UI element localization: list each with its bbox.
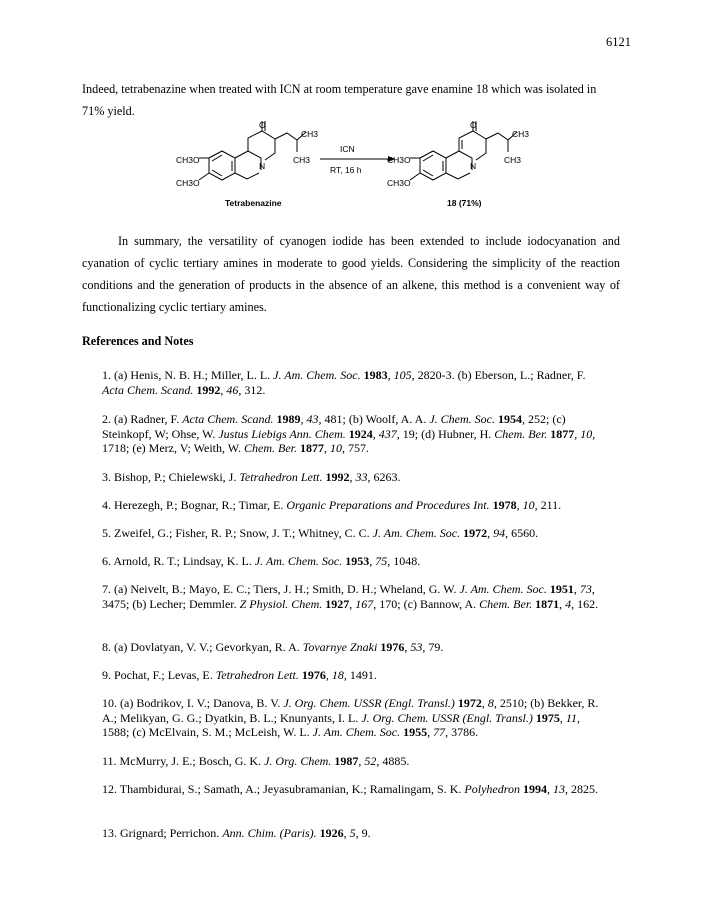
reference-text-part: , [369,554,376,568]
reference-5 [102,526,608,541]
reference-text-part: 2. (a) Radner, F. [102,412,183,426]
methoxy-label-1: CH3O [176,155,200,165]
reference-text-part: , [516,498,523,512]
product-methoxy-label-1: CH3O [387,155,411,165]
reference-text-part: J. Am. Chem. Soc. [372,526,461,540]
reference-text-part: J. Am. Chem. Soc. [254,554,343,568]
reference-text-part: , 757. [342,441,370,455]
reference-text-part: 4 [565,596,572,611]
reference-text-part: 1978 [492,498,517,512]
reference-text-part: 33 [355,470,368,484]
reference-text-part: J. Org. Chem. [264,754,332,768]
reference-text-part: , 162. [571,596,599,611]
reference-text-part: Polyhedron [464,782,520,796]
reference-text-part: 46 [226,382,239,397]
reference-text-part: 1924 [348,426,373,441]
reference-text-part: , 6560. [505,526,539,540]
reference-text-part: J. Chem. Soc. [429,412,495,426]
reference-text-part: , [559,710,566,725]
reference-text-part: , 4885. [376,754,410,768]
reference-text-part: , [404,640,411,654]
conditions-label: RT, 16 h [330,165,362,175]
reference-text-part: , [349,470,356,484]
reference-text-part: , 481; (b) Woolf, A. A. [318,412,430,426]
reference-9 [102,668,608,683]
reference-text-part: 11. McMurry, J. E.; Bosch, G. K. [102,754,265,768]
reference-text-part: 9. Pochat, F.; Levas, E. [102,668,216,682]
reference-text-part: 1951 [549,582,574,596]
reference-text-part: , [427,725,434,739]
reference-text-part: 1877 [550,426,575,441]
page-number: 6121 [606,35,631,49]
reference-text-part: , [559,596,566,611]
reference-text-part: 52 [364,754,377,768]
reference-text-part: J. Am. Chem. Soc. [273,368,361,382]
product-methyl-label-1: CH3 [512,129,530,139]
reference-text-part: , [343,826,350,840]
reference-text-part: , 211. [534,498,562,512]
reference-text-part: , 170; (c) Bannow, A. [373,596,480,611]
reference-text-part: 1989 [276,412,301,426]
reference-text-part: 53 [410,640,423,654]
reference-text-part: , 19; (d) Hubner, H. [396,426,495,441]
reference-text-part: , 6263. [367,470,401,484]
methyl-label-1: CH3 [301,129,319,139]
reference-text-part: Chem. Ber. [244,441,298,455]
product-methoxy-label-2: CH3O [387,178,411,188]
reference-text-part: 437 [378,426,397,441]
reference-text-part: , 1048. [387,554,421,568]
reference-text-part: , 1491. [343,668,377,682]
reference-text-part: , [358,754,365,768]
reference-3 [102,470,608,485]
reference-text-part: 8. (a) Dovlatyan, V. V.; Gevorkyan, R. A. [102,640,303,654]
reference-text-part: 1926 [319,826,344,840]
reference-text-part: , 252; (c) Steinkopf, W; Ohse, W. [102,412,566,441]
reference-text-part: , 2825. [564,782,598,796]
reference-text-part: 8 [487,696,494,710]
reaction-scheme [0,118,701,218]
reference-text-part: J. Am. Chem. Soc. [459,582,547,596]
reference-4 [102,498,608,513]
reference-text-part: 4. Herezegh, P.; Bognar, R.; Timar, E. [102,498,287,512]
product-label: 18 (71%) [447,198,482,208]
reference-text-part: J. Org. Chem. USSR (Engl. Transl.) [283,696,455,710]
reference-text-part: 1992 [325,470,350,484]
reference-text-part: 10 [580,426,593,441]
reference-text-part: 75 [375,554,388,568]
reference-text-part: , [324,441,331,455]
reference-text-part: 1953 [345,554,370,568]
reference-text-part: , 3786. [445,725,479,739]
reference-text-part: Tetrahedron Lett. [215,668,299,682]
reference-text-part: 1992 [196,382,221,397]
reference-text-part: , 2820-3. (b) Eberson, L.; Radner, F. [411,368,586,382]
reference-text-part: 1. (a) Henis, N. B. H.; Miller, L. L. [102,368,274,382]
reference-text-part: Acta Chem. Scand. [182,412,274,426]
reference-text-part: 10 [330,441,343,455]
reference-12 [102,782,608,797]
product-carbonyl-oxygen-label: O [470,120,477,130]
reference-text-part: 43 [306,412,319,426]
product-18-labels [387,120,529,208]
reference-text-part: 1975 [535,710,560,725]
reference-text-part: 73 [579,582,592,596]
nitrogen-label: N [259,161,266,171]
reference-text-part: 77 [433,725,446,739]
reference-text-part: , [349,596,356,611]
reference-text-part: 5. Zweifel, G.; Fisher, R. P.; Snow, J. T.; Whitney, C. C. [102,526,373,540]
product-18-structure [410,121,517,180]
reference-2 [102,412,608,456]
reference-text-part: 1983 [363,368,388,382]
reference-text-part: 1954 [497,412,522,426]
reference-text-part: Z Physiol. Chem. [239,596,323,611]
summary-paragraph: In summary, the versatility of cyanogen iodide has been extended to include iodocyanation and cyanation of cyclic tertiary amines in moderate to good yields. Considering the simplicity of the reaction conditions and the generation of products in the absence of an alkene, this method is a convenient way of functionalizing cyclic tertiary amines. [82,234,620,314]
reference-text-part: 1972 [457,696,482,710]
reference-text-part: 6. Arnold, R. T.; Lindsay, K. L. [102,554,255,568]
reference-text-part: 1927 [325,596,350,611]
reference-text-part: , [387,368,394,382]
reference-text-part: 7. (a) Neivelt, B.; Mayo, E. C.; Tiers, J. H.; Smith, D. H.; Wheland, G. W. [102,582,460,596]
reference-text-part: 10. (a) Bodrikov, I. V.; Danova, B. V. [102,696,284,710]
reference-text-part: Justus Liebigs Ann. Chem. [218,426,346,441]
reference-text-part: , [300,412,307,426]
reference-text-part: Organic Preparations and Procedures Int. [286,498,490,512]
methoxy-label-2: CH3O [176,178,200,188]
reference-text-part: 10 [522,498,535,512]
reference-text-part: 1871 [535,596,560,611]
reference-text-part: , [372,426,379,441]
reference-text-part: , [574,426,581,441]
reference-text-part: Tovarnye Znaki [302,640,378,654]
reference-text-part: Ann. Chim. (Paris). [222,826,317,840]
reference-13 [102,826,608,841]
reagent-label: ICN [340,144,355,154]
reference-text-part: , [546,782,553,796]
reference-text-part: , 79. [422,640,444,654]
reference-text-part: 3. Bishop, P.; Chielewski, J. [102,470,240,484]
intro-paragraph: Indeed, tetrabenazine when treated with ICN at room temperature gave enamine 18 which was isolated in 71% yield. [82,82,597,118]
reference-text-part: 11 [565,710,577,725]
reference-text-part: 5 [349,826,356,840]
reference-text-part: 167 [355,596,374,611]
reference-text-part: , [325,668,332,682]
reference-text-part: 13 [552,782,565,796]
reference-text-part: , 1588; (c) McElvain, S. M.; McLeish, W. L. [102,710,580,739]
references-heading: References and Notes [82,334,194,348]
reference-text-part: 18 [331,668,344,682]
starting-material-label: Tetrabenazine [225,198,282,208]
reference-8 [102,640,608,655]
reference-text-part: , 312. [238,382,266,397]
product-nitrogen-label: N [470,161,477,171]
reference-10 [102,696,608,740]
reference-text-part: Chem. Ber. [479,596,533,611]
reference-7 [102,582,608,611]
reference-text-part: , 9. [355,826,371,840]
tetrabenazine-structure [199,121,306,180]
reference-text-part: 105 [393,368,412,382]
reference-text-part: , 3475; (b) Lecher; Demmler. [102,582,595,611]
reference-text-part: 13. Grignard; Perrichon. [102,826,223,840]
methyl-label-2: CH3 [293,155,311,165]
reference-text-part: 1972 [463,526,488,540]
reference-6 [102,554,608,569]
reference-text-part: Chem. Ber. [494,426,548,441]
reference-1 [102,368,608,397]
reference-text-part: , [573,582,580,596]
reference-11 [102,754,608,769]
product-methyl-label-2: CH3 [504,155,522,165]
reference-text-part: 94 [493,526,506,540]
reference-text-part: , 1718; (e) Merz, V; Weith, W. [102,426,596,455]
reference-text-part: 12. Thambidurai, S.; Samath, A.; Jeyasubramanian, K.; Ramalingam, S. K. [102,782,465,796]
reference-text-part: , 2510; (b) Bekker, R. A.; Melikyan, G. G.; Dyatkin, B. L.; Knunyants, I. L. [102,696,599,725]
reference-text-part: Tetrahedron Lett. [239,470,323,484]
reference-text-part: , [481,696,488,710]
reference-text-part: 1987 [334,754,359,768]
reference-text-part: 1994 [522,782,547,796]
carbonyl-oxygen-label: O [259,120,266,130]
reference-text-part: 1976 [301,668,326,682]
reference-text-part: J. Am. Chem. Soc. [312,725,401,739]
tetrabenazine-labels [176,120,318,208]
reference-text-part: 1955 [403,725,428,739]
reference-text-part: J. Org. Chem. USSR (Engl. Transl.) [361,710,533,725]
reference-text-part: , [220,382,227,397]
reference-text-part: , [487,526,494,540]
reference-text-part: 1976 [380,640,405,654]
reference-text-part: Acta Chem. Scand. [102,382,194,397]
reference-text-part: 1877 [300,441,325,455]
